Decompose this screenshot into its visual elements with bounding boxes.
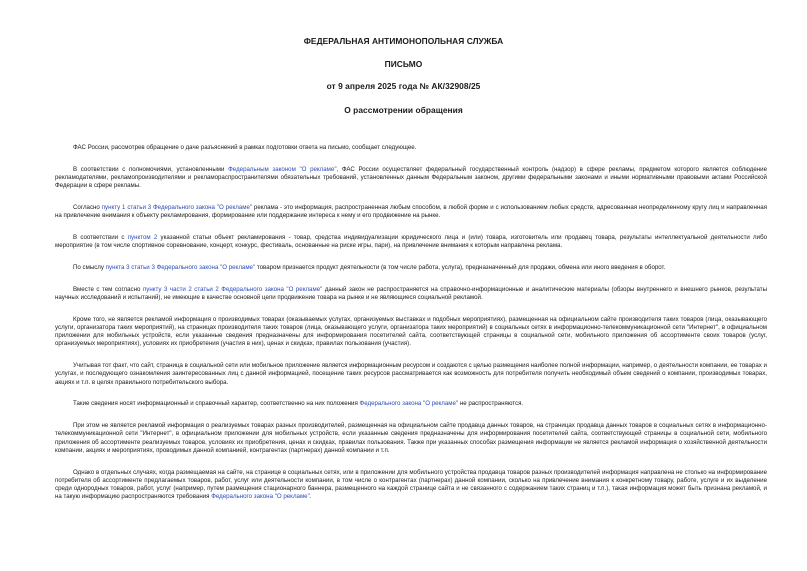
paragraph-text: Согласно: [73, 204, 102, 211]
paragraph-10: [55, 422, 767, 455]
law-link[interactable]: Федеральным законом "О рекламе": [228, 165, 337, 173]
paragraph-text: При этом не является рекламой информация о реализуемых товарах разных производителей, размещенная на официальном сайте продавца данных товаров, на страницах продавца данных товаров в социальных сетях в информационно-телекоммуникационной сети "Интернет", в официальном приложении для мобильных устройств, если указанные сведения предназначены для информирования посетителей сайта, соответствующей страницы в социальной сети, мобильного приложения об ассортименте реализуемых товаров, условиях их приобретения, ценах и скидках, правилах пользования. Также при указанных способах размещения информации не является рекламой информация о хозяйственной деятельности компании, акциях и мероприятиях, проводимых данной компанией, контрагентах (партнерах) данной компании и т.п.: [55, 422, 767, 454]
paragraph-text: ФАС России, рассмотрев обращение о даче разъяснений в рамках подготовки ответа на письмо, сообщает следующее.: [73, 144, 417, 151]
agency-title: ФЕДЕРАЛЬНАЯ АНТИМОНОПОЛЬНАЯ СЛУЖБА: [303, 36, 504, 46]
paragraph-text: В соответствии с: [73, 234, 128, 241]
paragraph-text: не распространяются.: [458, 400, 524, 408]
paragraph-text: Кроме того, не является рекламой информация о производимых товарах (оказываемых услугах, организуемых выставках и подобных мероприятиях), размещенная на официальном сайте производителя таких товаров (лица, оказывающего услуги, организатора таких мероприятий), на страницах производителя таких товаров (лица, оказывающего услуги, организатора таких мероприятий) в социальных сетях в информационно-телекоммуникационной сети "Интернет", в официальном приложении для мобильных устройств, если указанные сведения предназначены для информирования посетителей сайта, соответствующей страницы в социальной сети, мобильного приложения об ассортименте своих товаров (услуг, организуемых мероприятиях), условиях их приобретения (участия в них), ценах и скидках, правилах пользования (участия).: [55, 315, 767, 348]
paragraph-text: В соответствии с полномочиями, установленными: [73, 165, 229, 173]
law-link[interactable]: Федерального закона "О рекламе": [211, 493, 310, 501]
paragraph-text: Вместе с тем согласно: [73, 285, 143, 293]
document-type: ПИСЬМО: [384, 59, 423, 69]
paragraph-6: [55, 286, 767, 302]
law-link[interactable]: Федерального закона "О рекламе": [359, 400, 459, 408]
paragraph-text: Учитывая тот факт, что сайт, страница в социальной сети или мобильное приложение является информационным ресурсом и создаются с целью размещения наиболее полной информации, например, о деятельности компании, ее товарах и услугах, и последующего ознакомления заинтересованных лиц с данной информацией, посещение таких ресурсов рассматривается как возможность для потребителя получить необходимый объем сведений о компании, производимых товарах, акциях и т.п. в целях правильного потребительского выбора.: [55, 362, 767, 386]
paragraph-text: указанной статьи объект рекламирования - товар, средства индивидуализации юридического лица и (или) товара, изготовитель или продавец товара, результаты интеллектуальной деятельности либо мероприятие (в том числе спортивное соревнование, концерт, конкурс, фестиваль, основанные на риске игры, пари), на привлечение внимания к которым направлена реклама.: [55, 234, 767, 250]
paragraph-7: [55, 316, 767, 349]
paragraph-text: По смыслу: [73, 264, 106, 271]
paragraph-text: , ФАС России осуществляет федеральный государственный контроль (надзор) в сфере рекламы, предметом которого является соблюдение рекламодателями, рекламопроизводителями и рекламораспространителями обязательных требований, установленных данным Федеральным законом, другими федеральными законами и иными нормативными правовыми актами Российской Федерации в сфере рекламы.: [55, 165, 767, 190]
law-link[interactable]: пункту 1 статьи 3 Федерального закона "О рекламе": [101, 204, 253, 211]
paragraph-text: .: [309, 493, 312, 501]
paragraph-5: [55, 264, 767, 272]
paragraph-text: товаром признается продукт деятельности (в том числе работа, услуга), предназначенный для продажи, обмена или иного введения в оборот.: [255, 264, 666, 271]
document-subject: О рассмотрении обращения: [344, 105, 463, 115]
paragraph-text: данный закон не распространяется на справочно-информационные и аналитические материалы (обзоры внутреннего и внешнего рынков, результаты научных исследований и испытаний), не имеющие в качестве основной цели продвижение товара на рынке и не являющиеся социальной рекламой.: [55, 285, 768, 301]
paragraph-text: Однако в отдельных случаях, когда размещаемая на сайте, на странице в социальных сетях, или в приложении для мобильного устройства продавца товаров разных производителей информация направлена не столько на информирование потребителя об ассортименте предлагаемых товаров, работ, услуг или деятельности компании, в том числе о контрагентах (партнерах) данной компании, сколько на привлечение внимания к конкретному товару, работе, услуге и их выделение среди однородных товаров, работ, услуг (например, путем размещения стационарного баннера, размещенного на каждой странице сайта и не связанного с содержанием таких страниц и т.п.), такая информация может быть признана рекламой, и на такую информацию распространяются требования: [55, 468, 767, 501]
paragraph-8: [55, 362, 767, 387]
paragraph-4: [55, 234, 767, 250]
paragraph-1: [55, 144, 767, 152]
law-link[interactable]: пункта 3 статьи 3 Федерального закона "О рекламе": [105, 264, 256, 271]
paragraph-text: Такие сведения носят информационный и справочный характер, соответственно на них положения: [73, 400, 360, 408]
law-link[interactable]: пункту 3 части 2 статьи 2 Федерального закона "О рекламе": [142, 285, 323, 293]
paragraph-11: [55, 469, 767, 502]
document-date-number: от 9 апреля 2025 года № АК/32908/25: [326, 81, 481, 91]
paragraph-2: [55, 166, 767, 191]
law-link[interactable]: пунктом 2: [127, 234, 158, 241]
letter-body: [55, 144, 767, 515]
paragraph-text: реклама - это информация, распространенная любым способом, в любой форме и с использованием любых средств, адресованная неопределенному кругу лиц и направленная на привлечение внимания к объекту рекламирования, формирование или поддержание интереса к нему и его продвижение на рынке.: [55, 204, 767, 220]
paragraph-9: [55, 400, 767, 408]
paragraph-3: [55, 204, 767, 220]
